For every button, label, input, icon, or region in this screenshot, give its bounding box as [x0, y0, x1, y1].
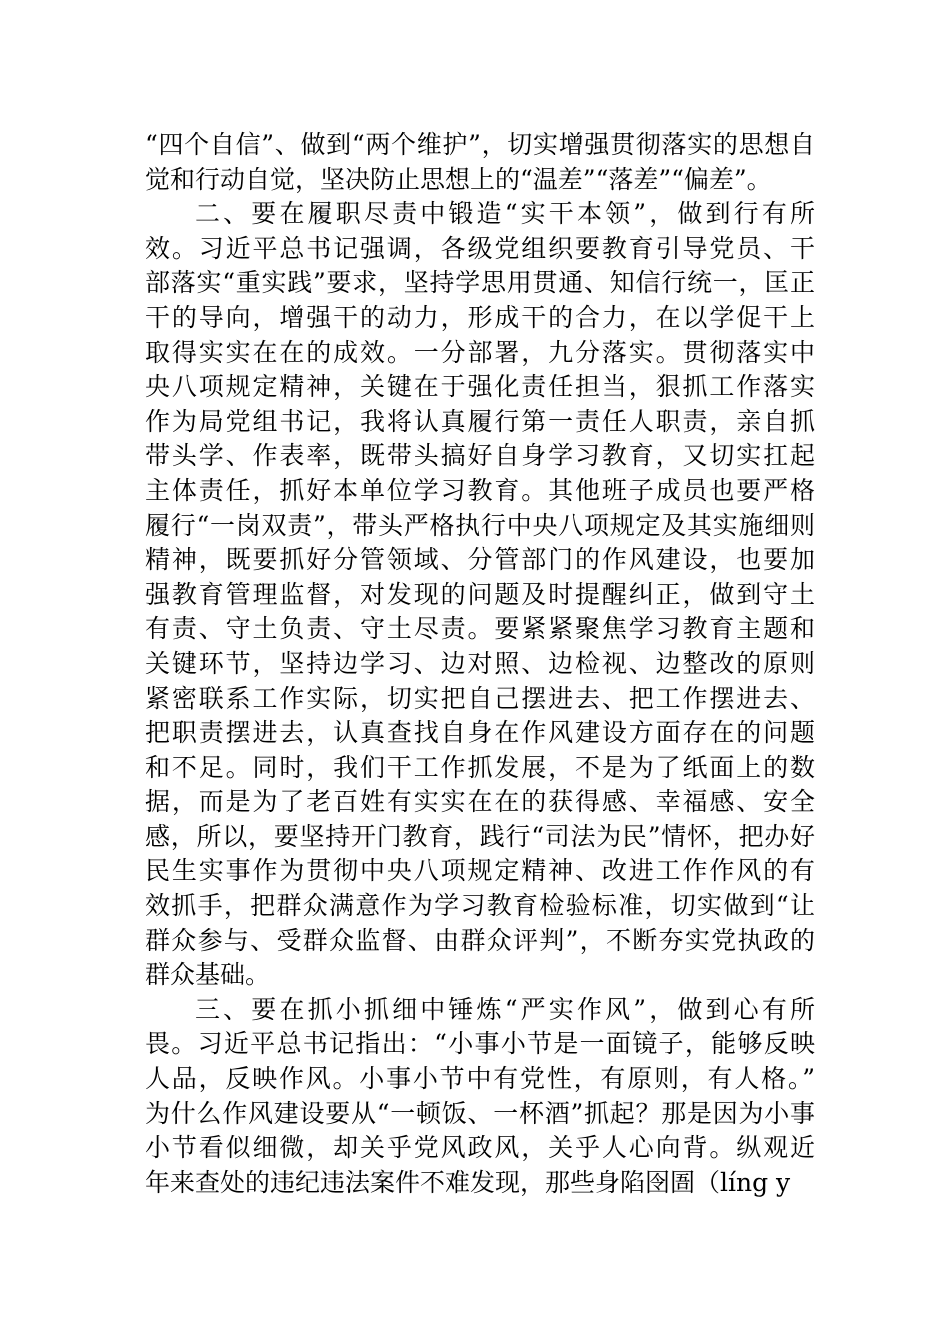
text-line: 据，而是为了老百姓有实实在在的获得感、幸福感、安全: [145, 787, 815, 817]
text-line: 部落实“重实践”要求，坚持学思用贯通、知信行统一，匡正: [145, 268, 815, 298]
text-line: 年来查处的违纪违法案件不难发现，那些身陷囹圄（líng y: [145, 1167, 791, 1197]
text-line: 群众基础。: [145, 960, 271, 990]
text-line: 民生实事作为贯彻中央八项规定精神、改进工作作风的有: [145, 856, 815, 886]
text-line: 紧密联系工作实际，切实把自己摆进去、把工作摆进去、: [145, 683, 815, 713]
section-heading-line: 二、要在履职尽责中锻造“实干本领”，做到行有所: [195, 199, 815, 229]
text-line: 关键环节，坚持边学习、边对照、边检视、边整改的原则: [145, 648, 815, 678]
text-line: 履行“一岗双责”，带头严格执行中央八项规定及其实施细则: [145, 510, 815, 540]
text-line: 为什么作风建设要从“一顿饭、一杯酒”抓起？那是因为小事: [145, 1098, 815, 1128]
text-line: 精神，既要抓好分管领域、分管部门的作风建设，也要加: [145, 545, 815, 575]
text-line: 央八项规定精神，关键在于强化责任担当，狠抓工作落实: [145, 372, 815, 402]
section-heading-line: 三、要在抓小抓细中锤炼“严实作风”，做到心有所: [195, 994, 815, 1024]
text-line: 作为局党组书记，我将认真履行第一责任人职责，亲自抓: [145, 406, 815, 436]
text-line: 带头学、作表率，既带头搞好自身学习教育，又切实扛起: [145, 441, 815, 471]
text-line: 畏。习近平总书记指出：“小事小节是一面镜子，能够反映: [145, 1029, 815, 1059]
text-line: 感，所以，要坚持开门教育，践行“司法为民”情怀，把办好: [145, 821, 815, 851]
text-line: 群众参与、受群众监督、由群众评判”，不断夯实党执政的: [145, 925, 815, 955]
text-line: 人品，反映作风。小事小节中有党性，有原则，有人格。”: [145, 1064, 815, 1094]
text-line: 觉和行动自觉，坚决防止思想上的“温差”“落差”“偏差”。: [145, 164, 772, 194]
body-text: [145, 128, 815, 1200]
text-line: 和不足。同时，我们干工作抓发展，不是为了纸面上的数: [145, 752, 815, 782]
text-line: 取得实实在在的成效。一分部署，九分落实。贯彻落实中: [145, 337, 815, 367]
text-line: 小节看似细微，却关乎党风政风，关乎人心向背。纵观近: [145, 1133, 815, 1163]
text-line: 主体责任，抓好本单位学习教育。其他班子成员也要严格: [145, 475, 815, 505]
text-line: 把职责摆进去，认真查找自身在作风建设方面存在的问题: [145, 718, 815, 748]
text-line: “四个自信”、做到“两个维护”，切实增强贯彻落实的思想自: [145, 130, 815, 159]
text-line: 有责、守土负责、守土尽责。要紧紧聚焦学习教育主题和: [145, 614, 815, 644]
text-line: 干的导向，增强干的动力，形成干的合力，在以学促干上: [145, 302, 815, 332]
text-line: 强教育管理监督，对发现的问题及时提醒纠正，做到守土: [145, 579, 815, 609]
text-line: 效抓手，把群众满意作为学习教育检验标准，切实做到“让: [145, 891, 815, 921]
text-line: 效。习近平总书记强调，各级党组织要教育引导党员、干: [145, 233, 815, 263]
